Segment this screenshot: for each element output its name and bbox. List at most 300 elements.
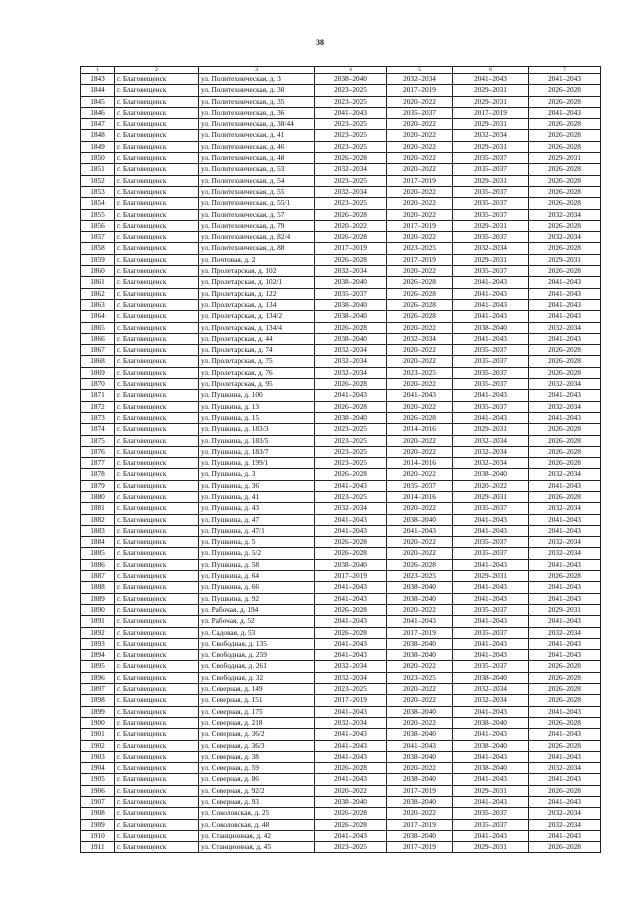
period-cell: 2026–2028: [387, 311, 453, 322]
period-cell: 2041–2043: [529, 277, 601, 288]
table-row: [81, 186, 601, 197]
period-cell: 2023–2025: [315, 424, 387, 435]
city-cell: г. Благовещенск: [115, 401, 199, 412]
period-cell: 2032–2034: [315, 186, 387, 197]
row-number: 1850: [81, 153, 115, 164]
period-cell: 2032–2034: [453, 446, 529, 457]
period-cell: 2020–2022: [387, 548, 453, 559]
period-cell: 2038–2040: [453, 469, 529, 480]
period-cell: 2038–2040: [387, 638, 453, 649]
row-number: 1897: [81, 684, 115, 695]
city-cell: г. Благовещенск: [115, 650, 199, 661]
row-number: 1909: [81, 819, 115, 830]
period-cell: 2038–2040: [315, 299, 387, 310]
period-cell: 2026–2028: [315, 153, 387, 164]
address-cell: ул. Пролетарская, д. 102/1: [199, 277, 315, 288]
period-cell: 2020–2022: [387, 537, 453, 548]
period-cell: 2032–2034: [453, 695, 529, 706]
period-cell: 2029–2031: [453, 96, 529, 107]
period-cell: 2026–2028: [529, 684, 601, 695]
period-cell: 2041–2043: [529, 74, 601, 85]
period-cell: 2038–2040: [387, 797, 453, 808]
period-cell: 2017–2019: [387, 220, 453, 231]
period-cell: 2041–2043: [315, 774, 387, 785]
period-cell: 2026–2028: [529, 446, 601, 457]
period-cell: 2026–2028: [529, 141, 601, 152]
address-cell: ул. Северная, д. 36/3: [199, 740, 315, 751]
row-number: 1902: [81, 740, 115, 751]
table-row: [81, 379, 601, 390]
table-row: [81, 672, 601, 683]
city-cell: г. Благовещенск: [115, 491, 199, 502]
period-cell: 2017–2019: [453, 107, 529, 118]
address-cell: ул. Пролетарская, д. 74: [199, 345, 315, 356]
period-cell: 2041–2043: [453, 277, 529, 288]
address-cell: ул. Пушкина, д. 15: [199, 412, 315, 423]
address-cell: ул. Политехническая, д. 79: [199, 220, 315, 231]
row-number: 1864: [81, 311, 115, 322]
period-cell: 2026–2028: [315, 763, 387, 774]
city-cell: г. Благовещенск: [115, 819, 199, 830]
row-number: 1910: [81, 830, 115, 841]
period-cell: 2026–2028: [315, 604, 387, 615]
period-cell: 2026–2028: [315, 322, 387, 333]
city-cell: г. Благовещенск: [115, 96, 199, 107]
table-row: [81, 254, 601, 265]
period-cell: 2020–2022: [387, 604, 453, 615]
period-cell: 2017–2019: [387, 175, 453, 186]
city-cell: г. Благовещенск: [115, 299, 199, 310]
address-cell: ул. Пролетарская, д. 76: [199, 367, 315, 378]
table-row: [81, 288, 601, 299]
row-number: 1870: [81, 379, 115, 390]
table-row: [81, 650, 601, 661]
table-row: [81, 706, 601, 717]
period-cell: 2041–2043: [315, 740, 387, 751]
row-number: 1857: [81, 232, 115, 243]
period-cell: 2038–2040: [387, 830, 453, 841]
row-number: 1885: [81, 548, 115, 559]
table-row: [81, 209, 601, 220]
table-row: [81, 480, 601, 491]
row-number: 1894: [81, 650, 115, 661]
address-cell: ул. Свободная, д. 261: [199, 661, 315, 672]
table-row: [81, 491, 601, 502]
period-cell: 2020–2022: [315, 785, 387, 796]
table-row: [81, 469, 601, 480]
city-cell: г. Благовещенск: [115, 424, 199, 435]
period-cell: 2041–2043: [453, 412, 529, 423]
city-cell: г. Благовещенск: [115, 435, 199, 446]
address-cell: ул. Северная, д. 59: [199, 763, 315, 774]
row-number: 1863: [81, 299, 115, 310]
period-cell: 2026–2028: [529, 130, 601, 141]
period-cell: 2020–2022: [387, 141, 453, 152]
period-cell: 2020–2022: [387, 96, 453, 107]
period-cell: 2020–2022: [387, 209, 453, 220]
period-cell: 2026–2028: [387, 412, 453, 423]
period-cell: 2026–2028: [529, 491, 601, 502]
period-cell: 2032–2034: [315, 356, 387, 367]
period-cell: 2038–2040: [315, 797, 387, 808]
city-cell: г. Благовещенск: [115, 74, 199, 85]
city-cell: г. Благовещенск: [115, 311, 199, 322]
period-cell: 2041–2043: [529, 412, 601, 423]
period-cell: 2041–2043: [387, 390, 453, 401]
city-cell: г. Благовещенск: [115, 571, 199, 582]
period-cell: 2035–2037: [453, 604, 529, 615]
column-number: 6: [453, 67, 529, 74]
address-cell: ул. Пролетарская, д. 134/2: [199, 311, 315, 322]
period-cell: 2032–2034: [529, 469, 601, 480]
period-cell: 2035–2037: [315, 288, 387, 299]
city-cell: г. Благовещенск: [115, 164, 199, 175]
address-cell: ул. Пушкина, д. 41: [199, 491, 315, 502]
table-row: [81, 390, 601, 401]
period-cell: 2041–2043: [453, 638, 529, 649]
table-row: [81, 141, 601, 152]
city-cell: г. Благовещенск: [115, 367, 199, 378]
period-cell: 2026–2028: [387, 288, 453, 299]
period-cell: 2026–2028: [529, 85, 601, 96]
row-number: 1878: [81, 469, 115, 480]
address-cell: ул. Пролетарская, д. 95: [199, 379, 315, 390]
period-cell: 2029–2031: [453, 254, 529, 265]
row-number: 1888: [81, 582, 115, 593]
table-row: [81, 751, 601, 762]
period-cell: 2023–2025: [315, 141, 387, 152]
city-cell: г. Благовещенск: [115, 186, 199, 197]
period-cell: 2026–2028: [529, 785, 601, 796]
table-row: [81, 277, 601, 288]
period-cell: 2017–2019: [387, 819, 453, 830]
period-cell: 2026–2028: [387, 277, 453, 288]
city-cell: г. Благовещенск: [115, 243, 199, 254]
period-cell: 2020–2022: [387, 435, 453, 446]
city-cell: г. Благовещенск: [115, 830, 199, 841]
period-cell: 2026–2028: [529, 695, 601, 706]
period-cell: 2029–2031: [453, 119, 529, 130]
period-cell: 2023–2025: [315, 119, 387, 130]
city-cell: г. Благовещенск: [115, 254, 199, 265]
city-cell: г. Благовещенск: [115, 763, 199, 774]
period-cell: 2017–2019: [387, 785, 453, 796]
city-cell: г. Благовещенск: [115, 198, 199, 209]
period-cell: 2026–2028: [529, 424, 601, 435]
address-cell: ул. Пролетарская, д. 122: [199, 288, 315, 299]
period-cell: 2041–2043: [529, 559, 601, 570]
table-row: [81, 717, 601, 728]
period-cell: 2026–2028: [315, 209, 387, 220]
row-number: 1901: [81, 729, 115, 740]
city-cell: г. Благовещенск: [115, 842, 199, 853]
period-cell: 2026–2028: [315, 232, 387, 243]
period-cell: 2032–2034: [529, 232, 601, 243]
column-number: 7: [529, 67, 601, 74]
city-cell: г. Благовещенск: [115, 537, 199, 548]
period-cell: 2041–2043: [453, 514, 529, 525]
city-cell: г. Благовещенск: [115, 107, 199, 118]
period-cell: 2026–2028: [315, 537, 387, 548]
period-cell: 2026–2028: [315, 627, 387, 638]
period-cell: 2038–2040: [387, 774, 453, 785]
city-cell: г. Благовещенск: [115, 379, 199, 390]
period-cell: 2041–2043: [529, 729, 601, 740]
city-cell: г. Благовещенск: [115, 525, 199, 536]
period-cell: 2035–2037: [387, 480, 453, 491]
period-cell: 2020–2022: [315, 220, 387, 231]
period-cell: 2023–2025: [387, 672, 453, 683]
period-cell: 2041–2043: [529, 797, 601, 808]
row-number: 1855: [81, 209, 115, 220]
row-number: 1892: [81, 627, 115, 638]
period-cell: 2041–2043: [315, 638, 387, 649]
row-number: 1844: [81, 85, 115, 96]
period-cell: 2032–2034: [529, 401, 601, 412]
row-number: 1884: [81, 537, 115, 548]
address-cell: ул. Северная, д. 93: [199, 797, 315, 808]
address-cell: ул. Пушкина, д. 183/5: [199, 435, 315, 446]
period-cell: 2026–2028: [529, 458, 601, 469]
row-number: 1890: [81, 604, 115, 615]
period-cell: 2029–2031: [529, 254, 601, 265]
period-cell: 2032–2034: [529, 763, 601, 774]
table-row: [81, 322, 601, 333]
period-cell: 2035–2037: [453, 153, 529, 164]
period-cell: 2041–2043: [453, 774, 529, 785]
period-cell: 2041–2043: [529, 593, 601, 604]
table-row: [81, 616, 601, 627]
period-cell: 2020–2022: [387, 198, 453, 209]
address-cell: ул. Политехническая, д. 55/1: [199, 198, 315, 209]
row-number: 1872: [81, 401, 115, 412]
period-cell: 2041–2043: [529, 514, 601, 525]
table-row: [81, 604, 601, 615]
city-cell: г. Благовещенск: [115, 85, 199, 96]
period-cell: 2023–2025: [315, 130, 387, 141]
period-cell: 2023–2025: [387, 367, 453, 378]
table-row: [81, 808, 601, 819]
period-cell: 2032–2034: [453, 458, 529, 469]
city-cell: г. Благовещенск: [115, 751, 199, 762]
period-cell: 2041–2043: [453, 288, 529, 299]
period-cell: 2020–2022: [387, 379, 453, 390]
city-cell: г. Благовещенск: [115, 390, 199, 401]
table-row: [81, 514, 601, 525]
row-number: 1907: [81, 797, 115, 808]
row-number: 1852: [81, 175, 115, 186]
period-cell: 2038–2040: [315, 333, 387, 344]
row-number: 1889: [81, 593, 115, 604]
row-number: 1881: [81, 503, 115, 514]
address-cell: ул. Политехническая, д. 57: [199, 209, 315, 220]
row-number: 1911: [81, 842, 115, 853]
table-row: [81, 525, 601, 536]
row-number: 1883: [81, 525, 115, 536]
address-cell: ул. Пролетарская, д. 134/4: [199, 322, 315, 333]
period-cell: 2026–2028: [529, 96, 601, 107]
row-number: 1875: [81, 435, 115, 446]
period-cell: 2035–2037: [453, 209, 529, 220]
period-cell: 2041–2043: [529, 525, 601, 536]
period-cell: 2041–2043: [315, 107, 387, 118]
period-cell: 2041–2043: [529, 299, 601, 310]
city-cell: г. Благовещенск: [115, 209, 199, 220]
address-cell: ул. Рабочая, д. 52: [199, 616, 315, 627]
period-cell: 2032–2034: [315, 717, 387, 728]
table-row: [81, 548, 601, 559]
period-cell: 2026–2028: [315, 819, 387, 830]
period-cell: 2041–2043: [529, 751, 601, 762]
address-cell: ул. Почтовая, д. 2: [199, 254, 315, 265]
period-cell: 2041–2043: [453, 751, 529, 762]
city-cell: г. Благовещенск: [115, 706, 199, 717]
period-cell: 2041–2043: [315, 593, 387, 604]
table-row: [81, 684, 601, 695]
table-row: [81, 819, 601, 830]
period-cell: 2023–2025: [315, 198, 387, 209]
address-cell: ул. Пролетарская, д. 102: [199, 266, 315, 277]
period-cell: 2029–2031: [453, 220, 529, 231]
address-cell: ул. Пушкина, д. 5/2: [199, 548, 315, 559]
address-cell: ул. Политехническая, д. 82/4: [199, 232, 315, 243]
period-cell: 2017–2019: [315, 571, 387, 582]
period-cell: 2041–2043: [315, 830, 387, 841]
period-cell: 2014–2016: [387, 491, 453, 502]
table-row: [81, 797, 601, 808]
period-cell: 2038–2040: [315, 311, 387, 322]
period-cell: 2020–2022: [387, 119, 453, 130]
period-cell: 2026–2028: [529, 345, 601, 356]
period-cell: 2023–2025: [315, 842, 387, 853]
period-cell: 2026–2028: [529, 661, 601, 672]
period-cell: 2035–2037: [453, 808, 529, 819]
period-cell: 2038–2040: [315, 277, 387, 288]
row-number: 1869: [81, 367, 115, 378]
city-cell: г. Благовещенск: [115, 684, 199, 695]
period-cell: 2041–2043: [315, 480, 387, 491]
period-cell: 2032–2034: [529, 548, 601, 559]
address-cell: ул. Пролетарская, д. 75: [199, 356, 315, 367]
period-cell: 2026–2028: [315, 401, 387, 412]
address-cell: ул. Пушкина, д. 47/1: [199, 525, 315, 536]
period-cell: 2020–2022: [387, 401, 453, 412]
address-cell: ул. Соколовская, д. 25: [199, 808, 315, 819]
period-cell: 2035–2037: [453, 232, 529, 243]
period-cell: 2026–2028: [529, 435, 601, 446]
address-cell: ул. Пушкина, д. 92: [199, 593, 315, 604]
city-cell: г. Благовещенск: [115, 661, 199, 672]
period-cell: 2041–2043: [529, 480, 601, 491]
address-cell: ул. Политехническая, д. 48: [199, 153, 315, 164]
row-number: 1882: [81, 514, 115, 525]
period-cell: 2035–2037: [453, 164, 529, 175]
period-cell: 2041–2043: [453, 729, 529, 740]
period-cell: 2023–2025: [315, 458, 387, 469]
table-row: [81, 774, 601, 785]
period-cell: 2020–2022: [387, 186, 453, 197]
period-cell: 2041–2043: [453, 706, 529, 717]
period-cell: 2041–2043: [529, 830, 601, 841]
row-number: 1905: [81, 774, 115, 785]
period-cell: 2026–2028: [529, 164, 601, 175]
period-cell: 2041–2043: [315, 729, 387, 740]
address-cell: ул. Политехническая, д. 41: [199, 130, 315, 141]
period-cell: 2041–2043: [529, 107, 601, 118]
period-cell: 2026–2028: [529, 186, 601, 197]
column-number: 3: [199, 67, 315, 74]
period-cell: 2038–2040: [453, 672, 529, 683]
row-number: 1862: [81, 288, 115, 299]
city-cell: г. Благовещенск: [115, 446, 199, 457]
period-cell: 2038–2040: [315, 74, 387, 85]
city-cell: г. Благовещенск: [115, 220, 199, 231]
address-cell: ул. Пролетарская, д. 44: [199, 333, 315, 344]
table-row: [81, 107, 601, 118]
period-cell: 2041–2043: [529, 706, 601, 717]
table-row: [81, 299, 601, 310]
period-cell: 2035–2037: [453, 379, 529, 390]
period-cell: 2041–2043: [453, 299, 529, 310]
period-cell: 2038–2040: [315, 412, 387, 423]
row-number: 1849: [81, 141, 115, 152]
table-row: [81, 763, 601, 774]
table-row: [81, 401, 601, 412]
city-cell: г. Благовещенск: [115, 616, 199, 627]
address-cell: ул. Свободная, д. 259: [199, 650, 315, 661]
city-cell: г. Благовещенск: [115, 458, 199, 469]
table-row: [81, 740, 601, 751]
table-row: [81, 311, 601, 322]
period-cell: 2026–2028: [315, 808, 387, 819]
period-cell: 2029–2031: [453, 491, 529, 502]
period-cell: 2032–2034: [315, 367, 387, 378]
table-row: [81, 130, 601, 141]
period-cell: 2041–2043: [387, 525, 453, 536]
period-cell: 2032–2034: [529, 209, 601, 220]
row-number: 1854: [81, 198, 115, 209]
period-cell: 2038–2040: [453, 322, 529, 333]
address-cell: ул. Политехническая, д. 35: [199, 96, 315, 107]
period-cell: 2026–2028: [315, 379, 387, 390]
table-row: [81, 243, 601, 254]
period-cell: 2041–2043: [453, 390, 529, 401]
period-cell: 2035–2037: [453, 266, 529, 277]
row-number: 1851: [81, 164, 115, 175]
row-number: 1856: [81, 220, 115, 231]
city-cell: г. Благовещенск: [115, 356, 199, 367]
period-cell: 2026–2028: [529, 367, 601, 378]
period-cell: 2041–2043: [315, 582, 387, 593]
period-cell: 2029–2031: [529, 153, 601, 164]
address-cell: ул. Станционная, д. 42: [199, 830, 315, 841]
table-row: [81, 785, 601, 796]
city-cell: г. Благовещенск: [115, 604, 199, 615]
period-cell: 2035–2037: [453, 367, 529, 378]
row-number: 1866: [81, 333, 115, 344]
period-cell: 2041–2043: [315, 650, 387, 661]
table-row: [81, 571, 601, 582]
row-number: 1887: [81, 571, 115, 582]
period-cell: 2041–2043: [453, 582, 529, 593]
address-cell: ул. Политехническая, д. 54: [199, 175, 315, 186]
address-cell: ул. Пушкина, д. 199/1: [199, 458, 315, 469]
period-cell: 2023–2025: [387, 243, 453, 254]
period-cell: 2020–2022: [387, 808, 453, 819]
period-cell: 2026–2028: [315, 254, 387, 265]
period-cell: 2041–2043: [315, 514, 387, 525]
address-cell: ул. Северная, д. 38: [199, 751, 315, 762]
